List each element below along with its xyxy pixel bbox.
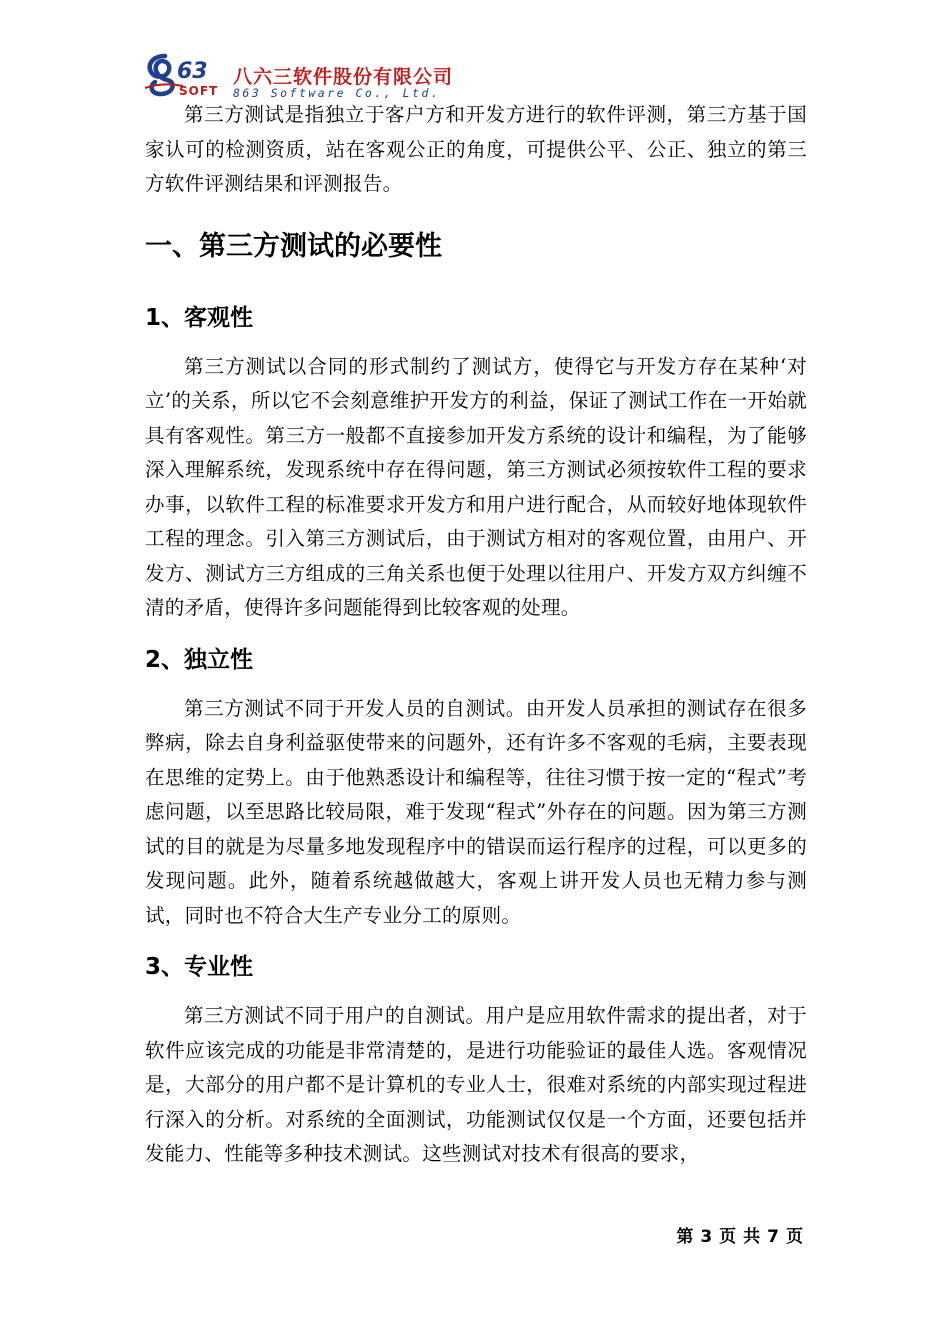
document-body	[145, 98, 807, 1172]
svg-text:63: 63	[177, 59, 208, 84]
svg-text:SOFT: SOFT	[179, 84, 219, 98]
section-heading: 一、第三方测试的必要性	[145, 230, 442, 262]
intro-paragraph: 第三方测试是指独立于客户方和开发方进行的软件评测，第三方基于国家认可的检测资质，站在客观公正的角度，可提供公平、公正、独立的第三方软件评测结果和评测报告。	[145, 103, 807, 195]
page-footer	[673, 1222, 807, 1247]
subsection-heading-independence: 2、独立性	[145, 646, 254, 673]
total-unit: 页	[786, 1227, 804, 1247]
page-header	[143, 48, 563, 100]
subsection-body-professionalism: 第三方测试不同于用户的自测试。用户是应用软件需求的提出者，对于软件应该完成的功能是非常清楚的，是进行功能验证的最佳人选。客观情况是，大部分的用户都不是计算机的专业人士，很难对系统的内部实现过程进行深入的分析。对系统的全面测试，功能测试仅仅是一个方面，还要包括并发能力、性能等多种技术测试。这些测试对技术有很高的要求，	[145, 1004, 807, 1165]
page-word: 第	[676, 1227, 695, 1247]
863-soft-logo-icon	[143, 48, 235, 98]
subsection-heading-professionalism: 3、专业性	[145, 954, 254, 980]
total-pages: 7	[767, 1227, 780, 1247]
company-name-en: 863 Software Co., Ltd.	[233, 86, 441, 100]
page-number: 3	[700, 1227, 714, 1247]
subsection-heading-objectivity: 1、客观性	[145, 304, 254, 331]
subsection-body-objectivity: 第三方测试以合同的形式制约了测试方，使得它与开发方存在某种‘对立’的关系，所以它不会刻意维护开发方的利益，保证了测试工作在一开始就具有客观性。第三方一般都不直接参加开发方系统的设计和编程，为了能够深入理解系统，发现系统中存在得问题，第三方测试必须按软件工程的要求办事，以软件工程的标准要求开发方和用户进行配合，从而较好地体现软件工程的理念。引入第三方测试后，由于测试方相对的客观位置，由用户、开发方、测试方三方组成的三角关系也便于处理以往用户、开发方双方纠缠不清的矛盾，使得许多问题能得到比较客观的处理。	[145, 354, 807, 619]
subsection-body-independence: 第三方测试不同于开发人员的自测试。由开发人员承担的测试存在很多弊病，除去自身利益驱使带来的问题外，还有许多不客观的毛病，主要表现在思维的定势上。由于他熟悉设计和编程等，往往习惯于按一定的“程式”考虑问题，以至思路比较局限，难于发现“程式”外存在的问题。因为第三方测试的目的就是为尽量多地发现程序中的错误而运行程序的过程，可以更多的发现问题。此外，随着系统越做越大，客观上讲开发人员也无精力参与测试，同时也不符合大生产专业分工的原则。	[145, 696, 807, 927]
company-name-cn: 八六三软件股份有限公司	[233, 66, 454, 88]
total-word: 共	[743, 1227, 762, 1247]
page-unit: 页	[719, 1227, 738, 1247]
